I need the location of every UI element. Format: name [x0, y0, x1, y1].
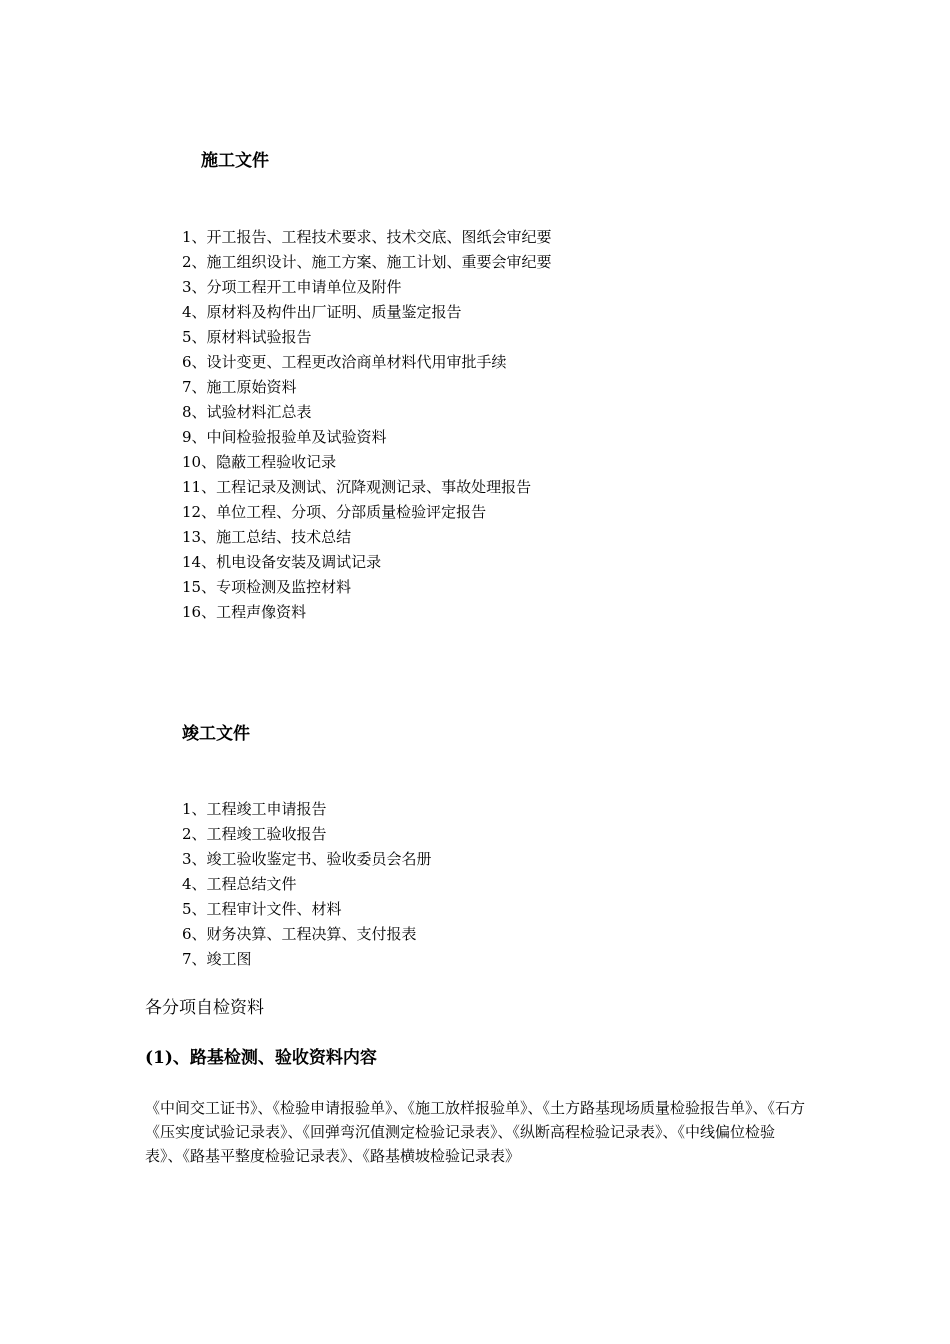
- section-title-construction: 施工文件: [201, 151, 269, 171]
- construction-list: [182, 225, 552, 625]
- list-item: 12、单位工程、分项、分部质量检验评定报告: [182, 503, 487, 521]
- completion-list: [182, 797, 432, 972]
- list-item: 5、原材料试验报告: [182, 328, 312, 346]
- paragraph-line: 《压实度试验记录表》、《回弹弯沉值测定检验记录表》、《纵断高程检验记录表》、《中线偏位检验: [145, 1123, 776, 1141]
- list-item: 14、机电设备安装及调试记录: [182, 553, 382, 571]
- list-item: 6、设计变更、工程更改洽商单材料代用审批手续: [182, 353, 507, 371]
- list-item: 13、施工总结、技术总结: [182, 528, 352, 546]
- list-item: 11、工程记录及测试、沉降观测记录、事故处理报告: [182, 478, 532, 496]
- list-item: 9、中间检验报验单及试验资料: [182, 428, 387, 446]
- list-item: 15、专项检测及监控材料: [182, 578, 352, 596]
- list-item: 3、竣工验收鉴定书、验收委员会名册: [182, 850, 432, 868]
- list-item: 4、工程总结文件: [182, 875, 297, 893]
- list-item: 1、开工报告、工程技术要求、技术交底、图纸会审纪要: [182, 228, 552, 246]
- paragraph-line: 表》、《路基平整度检验记录表》、《路基横坡检验记录表》: [145, 1147, 521, 1165]
- list-item: 7、施工原始资料: [182, 378, 297, 396]
- list-item: 10、隐蔽工程验收记录: [182, 453, 337, 471]
- list-item: 16、工程声像资料: [182, 603, 307, 621]
- paragraph-line: 《中间交工证书》、《检验申请报验单》、《施工放样报验单》、《土方路基现场质量检验报告单》、《石方: [145, 1099, 806, 1117]
- section-title-completion: 竣工文件: [182, 724, 250, 744]
- list-item: 1、工程竣工申请报告: [182, 800, 327, 818]
- list-item: 6、财务决算、工程决算、支付报表: [182, 925, 417, 943]
- list-item: 7、竣工图: [182, 950, 252, 968]
- subgroup-title-subgrade: (1)、路基检测、验收资料内容: [145, 1048, 377, 1068]
- list-item: 5、工程审计文件、材料: [182, 900, 342, 918]
- section-title-self-check: 各分项自检资料: [145, 998, 264, 1018]
- list-item: 8、试验材料汇总表: [182, 403, 312, 421]
- list-item: 4、原材料及构件出厂证明、质量鉴定报告: [182, 303, 462, 321]
- list-item: 2、工程竣工验收报告: [182, 825, 327, 843]
- list-item: 3、分项工程开工申请单位及附件: [182, 278, 402, 296]
- list-item: 2、施工组织设计、施工方案、施工计划、重要会审纪要: [182, 253, 552, 271]
- subgrade-documents-paragraph: [145, 1096, 805, 1168]
